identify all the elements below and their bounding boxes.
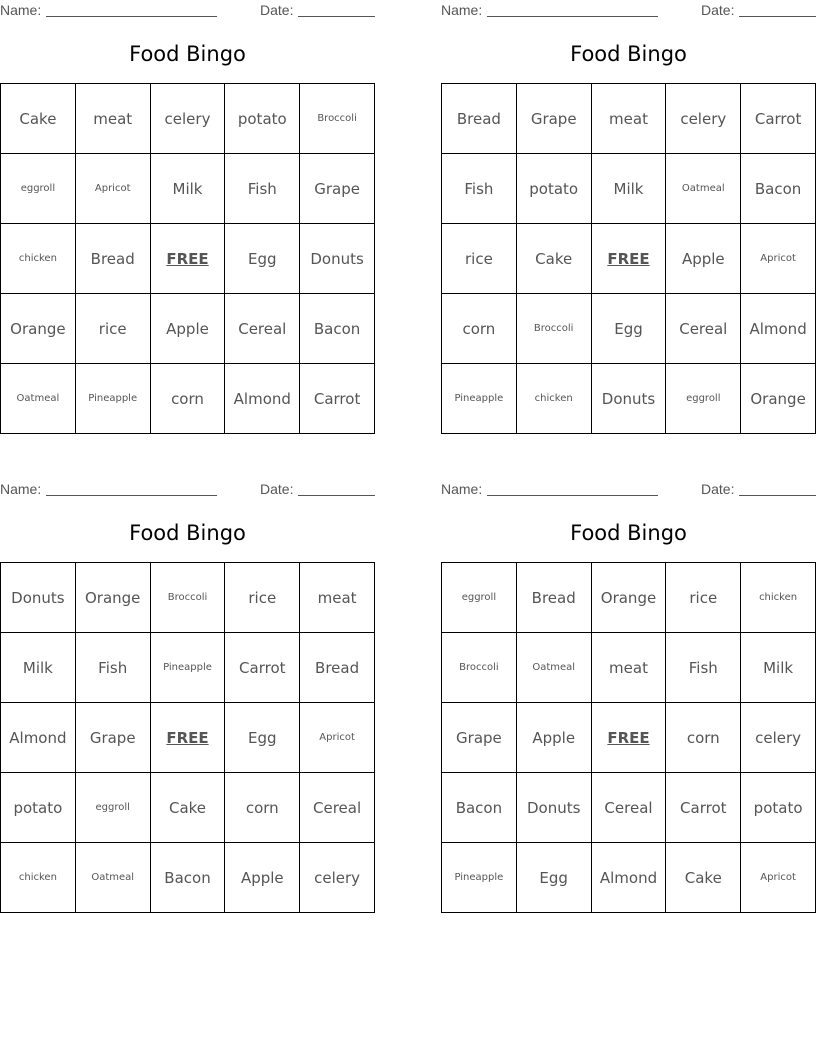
bingo-cell: Pineapple bbox=[442, 843, 517, 913]
bingo-cell: Bread bbox=[517, 563, 592, 633]
bingo-cell: Bread bbox=[300, 633, 375, 703]
bingo-cell: corn bbox=[666, 703, 741, 773]
date-line bbox=[739, 495, 816, 496]
bingo-cell: Egg bbox=[225, 224, 300, 294]
bingo-cell: eggroll bbox=[1, 154, 76, 224]
bingo-cell: corn bbox=[442, 294, 517, 364]
bingo-cell: celery bbox=[151, 84, 226, 154]
bingo-cell: Milk bbox=[592, 154, 667, 224]
name-date-row bbox=[441, 0, 816, 20]
bingo-cell: chicken bbox=[1, 224, 76, 294]
date-label: Date: bbox=[701, 481, 735, 497]
bingo-cell: Grape bbox=[76, 703, 151, 773]
bingo-card-3 bbox=[0, 479, 375, 913]
bingo-cell: chicken bbox=[1, 843, 76, 913]
bingo-cell: meat bbox=[76, 84, 151, 154]
bingo-cell: Oatmeal bbox=[76, 843, 151, 913]
bingo-cell: Donuts bbox=[517, 773, 592, 843]
card-title: Food Bingo bbox=[129, 42, 246, 66]
name-label: Name: bbox=[0, 481, 42, 497]
name-line bbox=[487, 495, 658, 496]
bingo-cell: Carrot bbox=[300, 364, 375, 434]
bingo-cell: Apricot bbox=[76, 154, 151, 224]
bingo-cell: Apricot bbox=[300, 703, 375, 773]
bingo-cell: rice bbox=[442, 224, 517, 294]
name-line bbox=[487, 16, 658, 17]
bingo-cell: Pineapple bbox=[442, 364, 517, 434]
bingo-cell: Grape bbox=[517, 84, 592, 154]
bingo-cell: Cereal bbox=[225, 294, 300, 364]
name-date-row bbox=[0, 0, 375, 20]
bingo-cell: potato bbox=[225, 84, 300, 154]
bingo-cell: Egg bbox=[592, 294, 667, 364]
bingo-cell: Egg bbox=[225, 703, 300, 773]
bingo-cell: Broccoli bbox=[300, 84, 375, 154]
bingo-grid bbox=[441, 562, 816, 913]
bingo-cell: Bacon bbox=[151, 843, 226, 913]
bingo-cell: Donuts bbox=[300, 224, 375, 294]
bingo-cell: eggroll bbox=[666, 364, 741, 434]
bingo-cell: Grape bbox=[442, 703, 517, 773]
bingo-cell: Cake bbox=[1, 84, 76, 154]
bingo-grid bbox=[441, 83, 816, 434]
bingo-cell: FREE bbox=[592, 703, 667, 773]
bingo-cell: Carrot bbox=[741, 84, 816, 154]
bingo-cell: Egg bbox=[517, 843, 592, 913]
bingo-cell: Bacon bbox=[300, 294, 375, 364]
bingo-cell: Almond bbox=[741, 294, 816, 364]
bingo-cell: Cereal bbox=[666, 294, 741, 364]
name-label: Name: bbox=[441, 481, 483, 497]
bingo-cell: Oatmeal bbox=[666, 154, 741, 224]
bingo-cell: Bread bbox=[76, 224, 151, 294]
bingo-cell: Apple bbox=[225, 843, 300, 913]
bingo-cell: Cereal bbox=[300, 773, 375, 843]
name-label: Name: bbox=[0, 2, 42, 18]
date-line bbox=[298, 495, 375, 496]
bingo-cell: Milk bbox=[741, 633, 816, 703]
bingo-cell: Oatmeal bbox=[517, 633, 592, 703]
bingo-cell: potato bbox=[1, 773, 76, 843]
name-label: Name: bbox=[441, 2, 483, 18]
name-line bbox=[46, 16, 217, 17]
card-title: Food Bingo bbox=[570, 521, 687, 545]
bingo-cell: Fish bbox=[225, 154, 300, 224]
name-date-row bbox=[441, 479, 816, 499]
bingo-cell: meat bbox=[592, 633, 667, 703]
bingo-cell: Pineapple bbox=[76, 364, 151, 434]
bingo-cell: Fish bbox=[666, 633, 741, 703]
bingo-cell: Oatmeal bbox=[1, 364, 76, 434]
date-label: Date: bbox=[260, 2, 294, 18]
bingo-cell: meat bbox=[592, 84, 667, 154]
date-label: Date: bbox=[260, 481, 294, 497]
bingo-cell: rice bbox=[225, 563, 300, 633]
bingo-cell: Milk bbox=[151, 154, 226, 224]
bingo-cell: Milk bbox=[1, 633, 76, 703]
bingo-cell: Fish bbox=[76, 633, 151, 703]
bingo-cell: celery bbox=[741, 703, 816, 773]
bingo-cell: Donuts bbox=[1, 563, 76, 633]
bingo-cell: chicken bbox=[741, 563, 816, 633]
bingo-cell: Apricot bbox=[741, 843, 816, 913]
bingo-cell: corn bbox=[225, 773, 300, 843]
bingo-cell: Broccoli bbox=[442, 633, 517, 703]
bingo-cell: celery bbox=[666, 84, 741, 154]
bingo-cell: Fish bbox=[442, 154, 517, 224]
name-line bbox=[46, 495, 217, 496]
bingo-cell: potato bbox=[517, 154, 592, 224]
bingo-cell: Donuts bbox=[592, 364, 667, 434]
bingo-cell: meat bbox=[300, 563, 375, 633]
bingo-cell: Orange bbox=[76, 563, 151, 633]
bingo-cell: eggroll bbox=[442, 563, 517, 633]
bingo-cell: Orange bbox=[1, 294, 76, 364]
bingo-cell: Grape bbox=[300, 154, 375, 224]
bingo-card-4 bbox=[441, 479, 816, 913]
bingo-cell: Orange bbox=[592, 563, 667, 633]
bingo-cell: Broccoli bbox=[517, 294, 592, 364]
bingo-cell: Apple bbox=[666, 224, 741, 294]
bingo-cell: FREE bbox=[151, 224, 226, 294]
bingo-cell: Almond bbox=[1, 703, 76, 773]
bingo-cell: chicken bbox=[517, 364, 592, 434]
bingo-grid bbox=[0, 83, 375, 434]
date-line bbox=[298, 16, 375, 17]
bingo-card-1 bbox=[0, 0, 375, 434]
bingo-cell: potato bbox=[741, 773, 816, 843]
bingo-cell: Broccoli bbox=[151, 563, 226, 633]
bingo-cell: Apple bbox=[151, 294, 226, 364]
bingo-cell: rice bbox=[666, 563, 741, 633]
bingo-cell: FREE bbox=[592, 224, 667, 294]
card-title: Food Bingo bbox=[129, 521, 246, 545]
bingo-cell: Cake bbox=[517, 224, 592, 294]
bingo-cell: Almond bbox=[225, 364, 300, 434]
bingo-cell: Bacon bbox=[442, 773, 517, 843]
date-line bbox=[739, 16, 816, 17]
bingo-cell: Cake bbox=[666, 843, 741, 913]
date-label: Date: bbox=[701, 2, 735, 18]
bingo-cell: Bacon bbox=[741, 154, 816, 224]
card-title: Food Bingo bbox=[570, 42, 687, 66]
bingo-cell: FREE bbox=[151, 703, 226, 773]
bingo-cell: eggroll bbox=[76, 773, 151, 843]
bingo-cell: Cereal bbox=[592, 773, 667, 843]
bingo-grid bbox=[0, 562, 375, 913]
bingo-cell: Apple bbox=[517, 703, 592, 773]
bingo-cell: Cake bbox=[151, 773, 226, 843]
bingo-cell: celery bbox=[300, 843, 375, 913]
bingo-cell: Almond bbox=[592, 843, 667, 913]
bingo-cell: Apricot bbox=[741, 224, 816, 294]
bingo-cell: Bread bbox=[442, 84, 517, 154]
bingo-card-2 bbox=[441, 0, 816, 434]
bingo-cell: Pineapple bbox=[151, 633, 226, 703]
bingo-cell: corn bbox=[151, 364, 226, 434]
bingo-cell: Orange bbox=[741, 364, 816, 434]
bingo-cell: Carrot bbox=[225, 633, 300, 703]
bingo-cell: Carrot bbox=[666, 773, 741, 843]
bingo-cell: rice bbox=[76, 294, 151, 364]
name-date-row bbox=[0, 479, 375, 499]
